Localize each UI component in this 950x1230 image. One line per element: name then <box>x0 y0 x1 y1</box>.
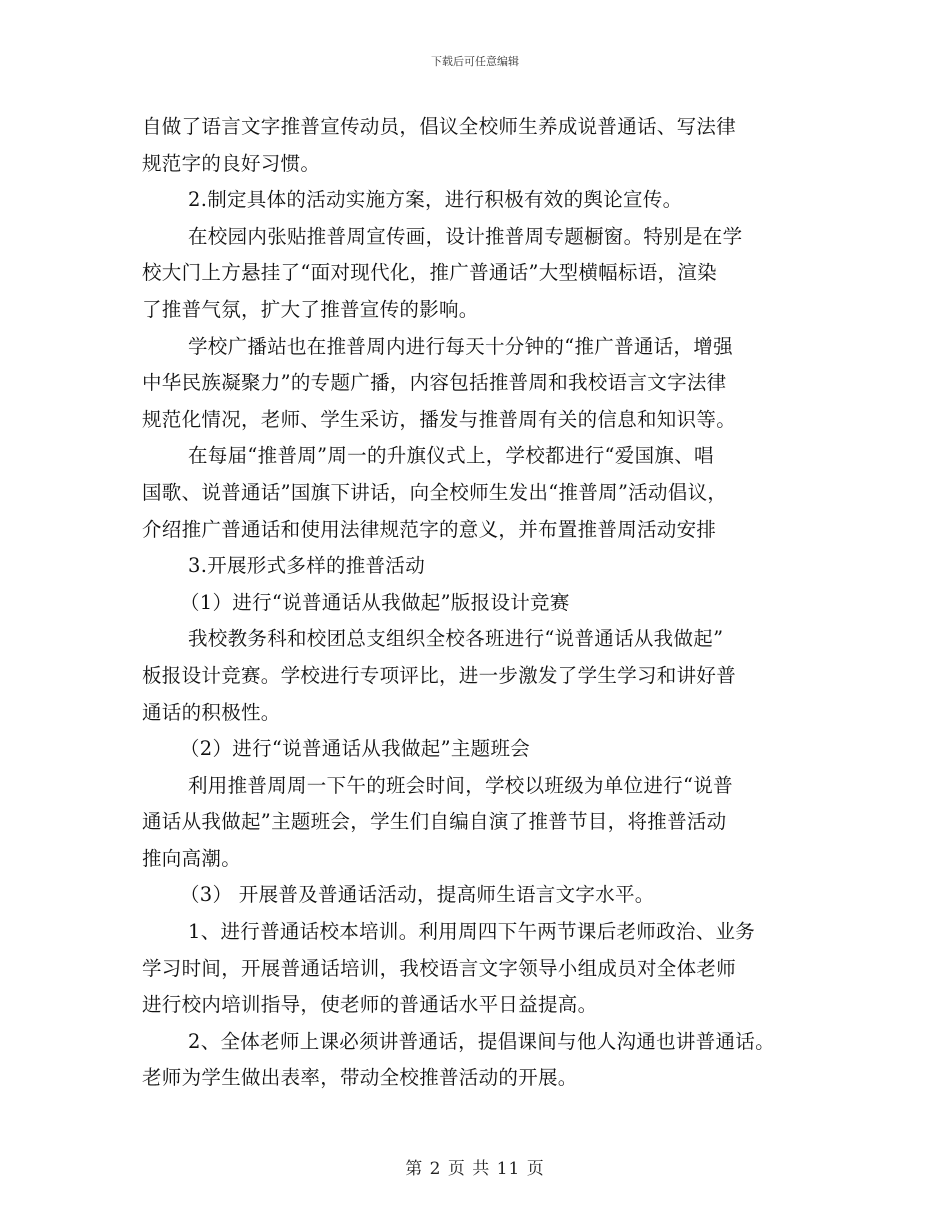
body-line: 1、进行普通话校本培训。利用周四下午两节课后老师政治、业务 <box>188 920 756 944</box>
body-line: 介绍推广普通话和使用法律规范字的意义，并布置推普周活动安排 <box>142 517 717 541</box>
body-line: 老师为学生做出表率，带动全校推普活动的开展。 <box>142 1066 578 1090</box>
body-line: 利用推普周周一下午的班会时间，学校以班级为单位进行“说普 <box>188 773 733 797</box>
body-line: 自做了语言文字推普宣传动员，倡议全校师生养成说普通话、写法律 <box>142 115 737 138</box>
body-line: 校大门上方悬挂了“面对现代化，推广普通话”大型横幅标语，渲染 <box>142 261 717 285</box>
document-body <box>142 109 832 1097</box>
body-line: 板报设计竞赛。学校进行专项评比，进一步激发了学生学习和讲好普 <box>142 663 737 687</box>
page-header: 下载后可任意编辑 <box>431 55 519 68</box>
body-line: 规范字的良好习惯。 <box>142 151 321 175</box>
body-line: 了推普气氛，扩大了推普宣传的影响。 <box>142 297 479 321</box>
body-line: 2、全体老师上课必须讲普通话，提倡课间与他人沟通也讲普通话。 <box>188 1029 775 1053</box>
body-line: 在每届“推普周”周一的升旗仪式上，学校都进行“爱国旗、唱 <box>188 444 714 468</box>
body-line: （2）进行“说普通话从我做起”主题班会 <box>180 737 531 761</box>
body-line: 学习时间，开展普通话培训，我校语言文字领导小组成员对全体老师 <box>142 956 737 980</box>
body-line: （3） 开展普及普通话活动，提高师生语言文字水平。 <box>180 883 655 907</box>
body-line: 规范化情况，老师、学生采访，播发与推普周有关的信息和知识等。 <box>142 407 737 431</box>
body-line: 3.开展形式多样的推普活动 <box>188 554 426 578</box>
body-line: 通话从我做起”主题班会，学生们自编自演了推普节目，将推普活动 <box>142 810 727 834</box>
body-line: 通话的积极性。 <box>142 700 281 724</box>
body-line: （1）进行“说普通话从我做起”版报设计竞赛 <box>180 590 570 614</box>
body-line: 在校园内张贴推普周宣传画，设计推普周专题橱窗。特别是在学 <box>188 224 743 248</box>
body-line: 中华民族凝聚力”的专题广播，内容包括推普周和我校语言文字法律 <box>142 371 727 395</box>
body-line: 2.制定具体的活动实施方案，进行积极有效的舆论宣传。 <box>188 188 683 212</box>
body-line: 学校广播站也在推普周内进行每天十分钟的“推广普通话，增强 <box>188 334 733 358</box>
body-line: 国歌、说普通话”国旗下讲话，向全校师生发出“推普周”活动倡议， <box>142 480 728 504</box>
page-footer: 第 2 页 共 11 页 <box>405 1159 545 1179</box>
body-line: 推向高潮。 <box>142 846 242 870</box>
body-line: 进行校内培训指导，使老师的普通话水平日益提高。 <box>142 993 598 1017</box>
body-line: 我校教务科和校团总支组织全校各班进行“说普通话从我做起” <box>188 627 724 651</box>
